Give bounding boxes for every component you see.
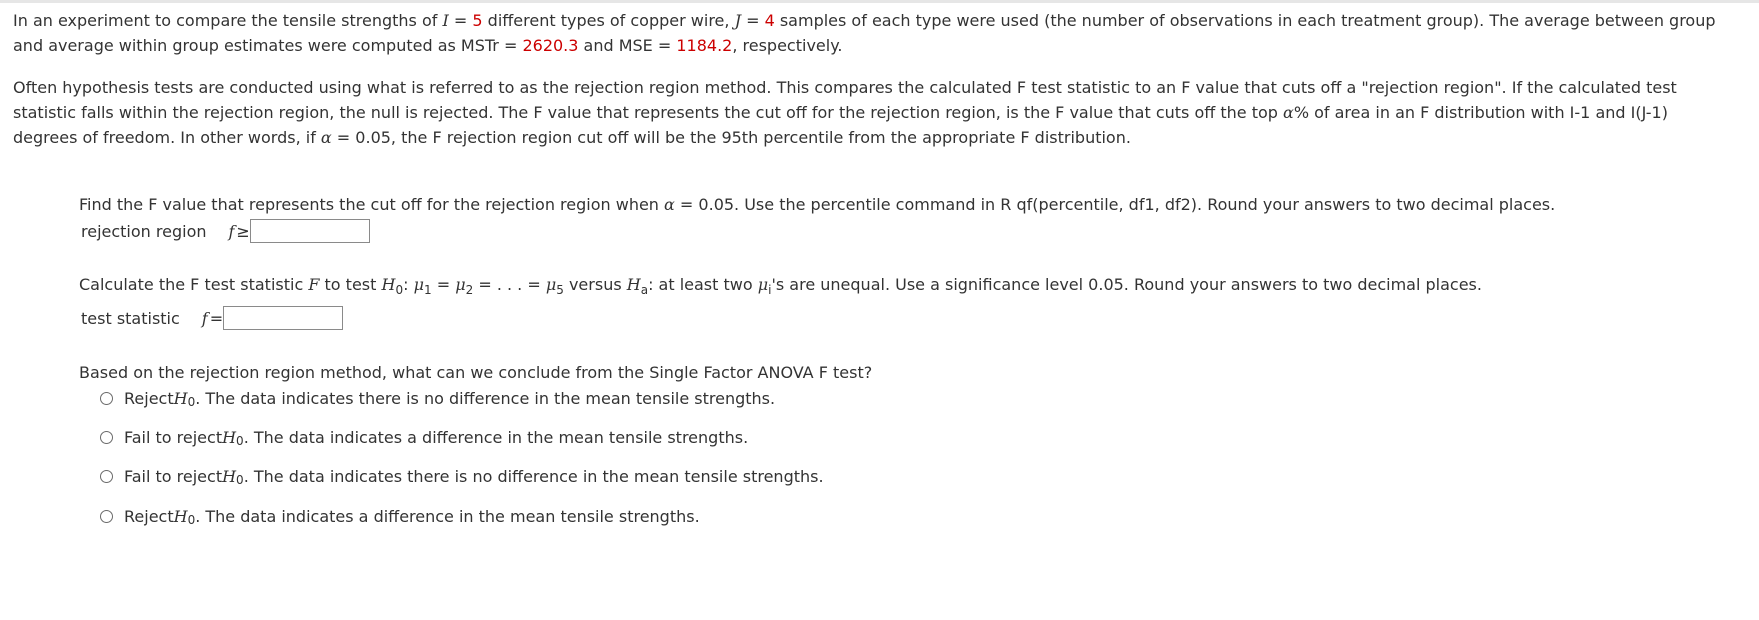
subscript: 2 xyxy=(465,283,474,297)
mu-symbol: μ xyxy=(757,275,769,294)
rejection-region-input[interactable] xyxy=(250,219,370,243)
test-statistic-label: test statistic xyxy=(81,308,180,328)
H-symbol: H xyxy=(173,388,188,408)
question-3-prompt: Based on the rejection region method, what can we conclude from the Single Factor ANOVA F test? xyxy=(79,363,873,382)
method-text: degrees of freedom. In other words, if xyxy=(13,128,321,147)
test-statistic-row xyxy=(81,304,343,332)
option-text: . The data indicates a difference in the mean tensile strengths. xyxy=(195,506,700,526)
ellipsis: = . . . = xyxy=(473,275,546,294)
option-text: . The data indicates there is no difference in the mean tensile strengths. xyxy=(195,388,776,408)
intro-text: different types of copper wire, xyxy=(482,11,735,30)
mstr-value: 2620.3 xyxy=(522,36,579,55)
option-text: Reject xyxy=(124,388,174,408)
q1-text: = 0.05. Use the percentile command in R qf(percentile, df1, df2). Round your answers to two decimal places. xyxy=(674,195,1556,214)
subscript: 0 xyxy=(187,513,196,527)
option-reject-no-difference[interactable] xyxy=(100,386,775,410)
subscript: 5 xyxy=(556,283,564,297)
colon: : xyxy=(403,275,414,294)
mse-value: 1184.2 xyxy=(676,36,733,55)
radio-button[interactable] xyxy=(100,431,113,444)
J-value: 4 xyxy=(764,11,775,30)
q2-text: 's are unequal. Use a significance level 0.05. Round your answers to two decimal places. xyxy=(771,275,1482,294)
equals-operator: = xyxy=(209,308,224,328)
test-statistic-input[interactable] xyxy=(223,306,343,330)
radio-button[interactable] xyxy=(100,470,113,483)
equals: = xyxy=(431,275,456,294)
equals: = xyxy=(448,11,473,30)
question-2-prompt xyxy=(79,273,1482,298)
mu-symbol: μ xyxy=(455,275,466,294)
radio-button[interactable] xyxy=(100,392,113,405)
alpha-symbol: α xyxy=(1283,103,1294,122)
geq-operator: ≥ xyxy=(236,221,250,241)
q2-text: to test xyxy=(319,275,382,294)
method-text: statistic falls within the rejection region, the null is rejected. The F value that represents the cut off for the rejection region, is the F value that cuts off the top xyxy=(13,103,1284,122)
subscript: 0 xyxy=(187,395,196,409)
rejection-region-label: rejection region xyxy=(81,221,207,241)
intro-text: samples of each type were used (the number of observations in each treatment group). The average between group xyxy=(774,11,1716,30)
mu-symbol: μ xyxy=(545,275,557,294)
intro-line-1 xyxy=(13,8,1753,33)
radio-button[interactable] xyxy=(100,510,113,523)
H-symbol: H xyxy=(381,275,396,294)
question-1-prompt xyxy=(79,193,1555,217)
top-divider xyxy=(0,0,1759,3)
q2-text: Calculate the F test statistic xyxy=(79,275,309,294)
intro-text: and MSE = xyxy=(578,36,677,55)
option-text: Reject xyxy=(124,506,174,526)
H-symbol: H xyxy=(626,275,641,294)
subscript: i xyxy=(768,283,772,297)
alpha-symbol: α xyxy=(320,128,332,147)
subscript: 0 xyxy=(236,434,244,448)
rejection-region-row xyxy=(81,217,370,245)
f-variable: f xyxy=(201,308,208,328)
subscript: 1 xyxy=(423,283,432,297)
q2-text: : at least two xyxy=(648,275,758,294)
subscript: 0 xyxy=(395,283,404,297)
q2-text: versus xyxy=(563,275,627,294)
method-line-3 xyxy=(13,125,1753,150)
intro-text: , respectively. xyxy=(732,36,843,55)
intro-text: and average within group estimates were computed as MSTr = xyxy=(13,36,523,55)
f-variable: f xyxy=(228,221,235,241)
intro-line-2 xyxy=(13,33,1753,58)
option-text: . The data indicates there is no difference in the mean tensile strengths. xyxy=(243,466,824,486)
H-symbol: H xyxy=(222,427,237,447)
method-text: % of area in an F distribution with I-1 and I(J-1) xyxy=(1293,103,1668,122)
option-text: Fail to reject xyxy=(124,427,223,447)
method-paragraph xyxy=(13,75,1753,150)
option-fail-reject-difference[interactable] xyxy=(100,425,748,449)
method-text: = 0.05, the F rejection region cut off will be the 95th percentile from the appropriate F distribution. xyxy=(331,128,1131,147)
mu-symbol: μ xyxy=(413,275,424,294)
F-symbol: F xyxy=(308,275,320,294)
equals: = xyxy=(740,11,765,30)
subscript: 0 xyxy=(236,473,244,487)
option-reject-difference[interactable] xyxy=(100,504,700,528)
symbol-I: I xyxy=(442,11,449,30)
option-text: Fail to reject xyxy=(124,466,223,486)
method-line-2 xyxy=(13,100,1753,125)
option-fail-reject-no-difference[interactable] xyxy=(100,464,824,488)
alpha-symbol: α xyxy=(664,195,675,214)
H-symbol: H xyxy=(173,506,188,526)
method-line-1: Often hypothesis tests are conducted using what is referred to as the rejection region method. This compares the calculated F test statistic to an F value that cuts off a "rejection region". If the calculated test xyxy=(13,78,1677,97)
I-value: 5 xyxy=(472,11,483,30)
symbol-J: J xyxy=(734,11,741,30)
subscript: a xyxy=(640,283,649,297)
option-text: . The data indicates a difference in the mean tensile strengths. xyxy=(243,427,749,447)
H-symbol: H xyxy=(222,466,237,486)
intro-text: In an experiment to compare the tensile strengths of xyxy=(13,11,443,30)
intro-paragraph xyxy=(13,8,1753,58)
q1-text: Find the F value that represents the cut off for the rejection region when xyxy=(79,195,665,214)
